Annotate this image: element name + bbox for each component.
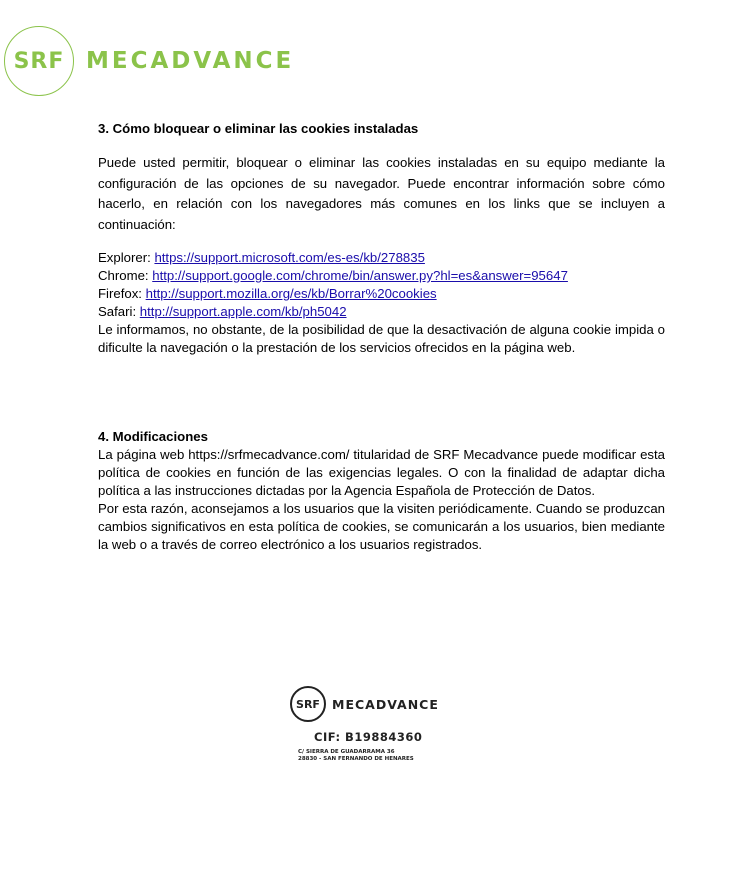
browser-label-safari: Safari: (98, 304, 140, 319)
stamp-wordmark: MECADVANCE (332, 696, 439, 712)
stamp-address-line-1: C/ SIERRA DE GUADARRAMA 36 (298, 749, 395, 755)
stamp-address-line-2: 28830 - SAN FERNANDO DE HENARES (298, 756, 414, 762)
stamp-cif: CIF: B19884360 (314, 730, 423, 744)
section-4-title: 4. Modificaciones (98, 429, 208, 444)
browser-links (98, 249, 665, 321)
section-3-note: Le informamos, no obstante, de la posibilidad de que la desactivación de alguna cookie impida o dificulte la navegación o la prestación de los servicios ofrecidos en la página web. (98, 322, 665, 355)
browser-label-explorer: Explorer: (98, 250, 155, 265)
firefox-link[interactable]: http://support.mozilla.org/es/kb/Borrar%20cookies (145, 286, 437, 301)
safari-link[interactable]: http://support.apple.com/kb/ph5042 (139, 304, 347, 319)
stamp-logo (290, 686, 470, 722)
stamp-mark-text: SRF (296, 697, 320, 711)
stamp-mark (290, 686, 326, 722)
browser-link-row (98, 303, 665, 321)
section-4 (98, 428, 665, 554)
section-4-paragraph-2: Por esta razón, aconsejamos a los usuarios que la visiten periódicamente. Cuando se produzcan cambios significativos en esta política de cookies, se comunicarán a los usuarios, bien mediante la web o a través de correo electrónico a los usuarios registrados. (98, 501, 665, 552)
browser-label-firefox: Firefox: (98, 286, 146, 301)
logo-mark-text: SRF (13, 48, 65, 74)
stamp-address (298, 749, 470, 763)
company-stamp (290, 686, 470, 763)
explorer-link[interactable]: https://support.microsoft.com/es-es/kb/278835 (154, 250, 425, 265)
section-4-paragraph-1: La página web https://srfmecadvance.com/ titularidad de SRF Mecadvance puede modificar esta política de cookies en función de las exigencias legales. O con la finalidad de adaptar dicha política a las instrucciones dictadas por la Agencia Española de Protección de Datos. (98, 447, 665, 498)
company-logo (4, 24, 294, 98)
logo-mark (4, 26, 74, 96)
browser-link-row (98, 267, 665, 285)
browser-link-row (98, 285, 665, 303)
section-3-title: 3. Cómo bloquear o eliminar las cookies instaladas (98, 121, 419, 136)
logo-wordmark: MECADVANCE (86, 48, 295, 74)
section-3-intro: Puede usted permitir, bloquear o eliminar las cookies instaladas en su equipo mediante la configuración de las opciones de su navegador. Puede encontrar información sobre cómo hacerlo, en relación con los navegadores más comunes en los links que se incluyen a continuación: (98, 155, 665, 232)
browser-label-chrome: Chrome: (98, 268, 153, 283)
chrome-link[interactable]: http://support.google.com/chrome/bin/answer.py?hl=es&answer=95647 (152, 268, 568, 283)
browser-link-row (98, 249, 665, 267)
